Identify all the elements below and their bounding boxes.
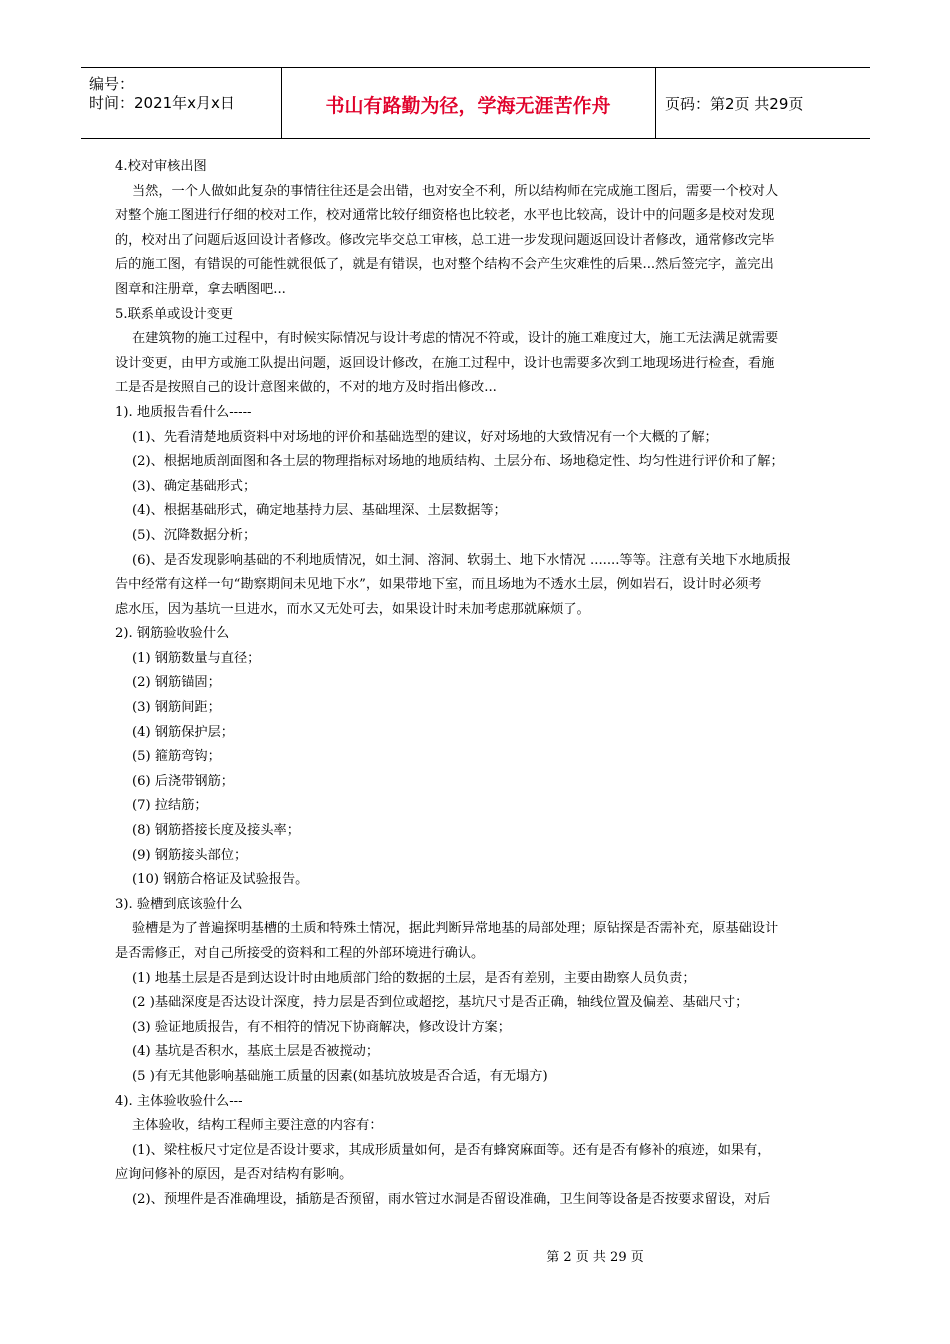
body-line: 在建筑物的施工过程中，有时候实际情况与设计考虑的情况不符或，设计的施工难度过大，施工无法满足就需要 <box>132 331 779 347</box>
body-line: (2)、预埋件是否准确埋设，插筋是否预留，雨水管过水洞是否留设准确，卫生间等设备是否按要求留设，对后 <box>132 1191 771 1207</box>
body-line: (3) 验证地质报告，有不相符的情况下协商解决，修改设计方案； <box>132 1019 511 1035</box>
body-line: (5)、沉降数据分析； <box>132 527 257 543</box>
body-line: (6) 后浇带钢筋； <box>132 773 234 789</box>
body-line: (5) 箍筋弯钩； <box>132 749 221 765</box>
page-header <box>81 67 870 139</box>
body-line: 工是否是按照自己的设计意图来做的，不对的地方及时指出修改... <box>115 380 497 396</box>
body-line: (8) 钢筋搭接长度及接头率； <box>132 823 300 839</box>
body-line: 1). 地质报告看什么----- <box>115 404 252 420</box>
body-line: 是否需修正，对自己所接受的资料和工程的外部环境进行确认。 <box>115 946 485 961</box>
body-line: (1) 钢筋数量与直径； <box>132 650 261 666</box>
body-line: 设计变更，由甲方或施工队提出问题，返回设计修改，在施工过程中，设计也需要多次到工地现场进行检查，看施 <box>115 355 775 371</box>
body-line: 2). 钢筋验收验什么 <box>115 626 230 642</box>
page-footer <box>0 1246 950 1265</box>
body-line: (2)、根据地质剖面图和各土层的物理指标对场地的地质结构、土层分布、场地稳定性、均匀性进行评价和了解； <box>132 454 784 470</box>
body-line: 4). 主体验收验什么--- <box>115 1093 243 1109</box>
body-line: (4) 基坑是否积水，基底土层是否被搅动； <box>132 1044 380 1060</box>
body-line: (9) 钢筋接头部位； <box>132 847 248 863</box>
body-line: (1) 地基土层是否是到达设计时由地质部门给的数据的土层，是否有差别，主要由勘察人员负责； <box>132 970 696 986</box>
body-line: (2 )基础深度是否达设计深度，持力层是否到位或超挖，基坑尺寸是否正确，轴线位置及偏差、基础尺寸； <box>132 995 749 1011</box>
header-left-cell <box>81 68 282 138</box>
body-line: 对整个施工图进行仔细的校对工作，校对通常比较仔细资格也比较老，水平也比较高，设计中的问题多是校对发现 <box>115 208 775 224</box>
body-line: (2) 钢筋锚固； <box>132 675 221 691</box>
body-line: (6)、是否发现影响基础的不利地质情况，如土洞、溶洞、软弱土、地下水情况 .......等等。注意有关地下水地质报 <box>132 552 791 568</box>
header-motto: 书山有路勤为径，学海无涯苦作舟 <box>325 95 611 117</box>
body-line: (10) 钢筋合格证及试验报告。 <box>132 872 309 888</box>
footer-page-number: 第 2 页 共 29 页 <box>546 1250 644 1265</box>
body-line: 的，校对出了问题后返回设计者修改。修改完毕交总工审核，总工进一步发现问题返回设计者修改，通常修改完毕 <box>115 232 775 248</box>
doc-code-label: 编号： <box>89 75 135 93</box>
document-body <box>115 155 835 1213</box>
body-line: 验槽是为了普遍探明基槽的土质和特殊土情况，据此判断异常地基的局部处理；原钻探是否需补充，原基础设计 <box>132 921 779 937</box>
body-line: (4)、根据基础形式，确定地基持力层、基础埋深、土层数据等； <box>132 503 507 519</box>
body-line: (3)、确定基础形式； <box>132 478 257 494</box>
doc-date-label: 时间：2021年x月x日 <box>89 94 235 112</box>
body-line: 后的施工图，有错误的可能性就很低了，就是有错误，也对整个结构不会产生灾难性的后果...然后签完字，盖完出 <box>115 257 774 273</box>
body-line: (3) 钢筋间距； <box>132 700 221 716</box>
header-page-info: 页码：第2页 共29页 <box>665 95 804 113</box>
body-line: 应询问修补的原因，是否对结构有影响。 <box>115 1167 353 1183</box>
body-line: 3). 验槽到底该验什么 <box>115 896 243 912</box>
header-right-cell <box>655 68 870 138</box>
body-line: (1)、先看清楚地质资料中对场地的评价和基础选型的建议，好对场地的大致情况有一个大概的了解； <box>132 429 718 445</box>
body-line: 4.校对审核出图 <box>115 159 207 174</box>
body-line: 虑水压，因为基坑一旦进水，而水又无处可去，如果设计时未加考虑那就麻烦了。 <box>115 601 590 617</box>
body-line: 告中经常有这样一句“勘察期间未见地下水”，如果带地下室，而且场地为不透水土层，例如岩石，设计时必须考 <box>115 577 762 593</box>
body-line: (4) 钢筋保护层； <box>132 724 234 740</box>
body-line: 当然，一个人做如此复杂的事情往往还是会出错，也对安全不利，所以结构师在完成施工图后，需要一个校对人 <box>132 183 779 199</box>
body-line: 图章和注册章，拿去晒图吧... <box>115 281 286 297</box>
body-line: 5.联系单或设计变更 <box>115 306 234 322</box>
body-line: (5 )有无其他影响基础施工质量的因素(如基坑放坡是否合适，有无塌方) <box>132 1068 548 1084</box>
body-line: (1)、梁柱板尺寸定位是否设计要求，其成形质量如何，是否有蜂窝麻面等。还有是否有修补的痕迹，如果有， <box>132 1142 771 1158</box>
body-line: 主体验收，结构工程师主要注意的内容有： <box>132 1118 383 1134</box>
body-line: (7) 拉结筋； <box>132 798 208 814</box>
header-middle-cell <box>281 68 656 138</box>
